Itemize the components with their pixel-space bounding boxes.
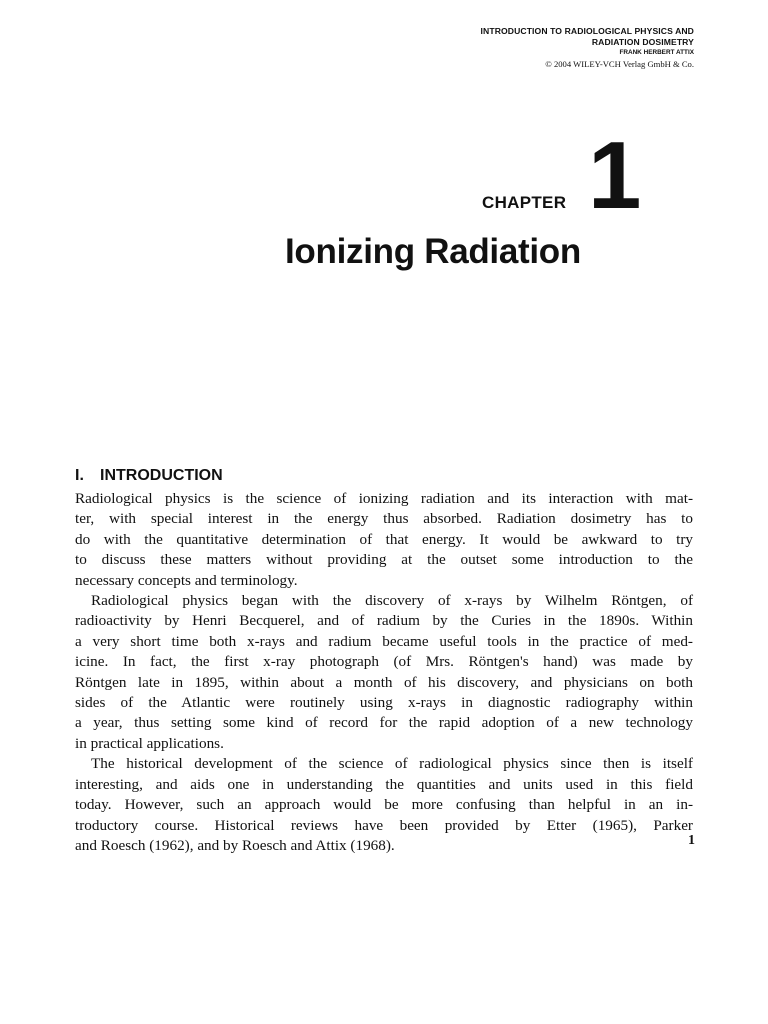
text-line: radioactivity by Henri Becquerel, and of radium by the Curies in the 1890s. Within: [75, 612, 693, 630]
text-line: in practical applications.: [75, 734, 224, 752]
text-line: a very short time both x-rays and radium became useful tools in the practice of med-: [75, 632, 693, 650]
text-line: troductory course. Historical reviews have been provided by Etter (1965), Parker: [75, 816, 693, 834]
text-line: icine. In fact, the first x-ray photograph (of Mrs. Röntgen's hand) was made by: [75, 653, 693, 671]
text-line: ter, with special interest in the energy thus absorbed. Radiation dosimetry has to: [75, 510, 693, 528]
page-number: 1: [688, 833, 695, 848]
text-line: and Roesch (1962), and by Roesch and Attix (1968).: [75, 836, 395, 854]
text-line: The historical development of the science of radiological physics since then is itself: [91, 755, 693, 773]
body-text: [75, 489, 693, 856]
text-line: Radiological physics is the science of ionizing radiation and its interaction with mat-: [75, 490, 693, 507]
author-name: FRANK HERBERT ATTIX: [619, 49, 694, 57]
chapter-title: Ionizing Radiation: [285, 232, 581, 271]
running-header: [481, 26, 694, 70]
text-line: Röntgen late in 1895, within about a month of his discovery, and physicians on both: [75, 673, 693, 691]
text-line: to discuss these matters without providing at the outset some introduction to the: [75, 551, 693, 569]
text-line: sides of the Atlantic were routinely using x-rays in diagnostic radiography within: [75, 694, 693, 712]
text-line: interesting, and aids one in understanding the quantities and units used in this field: [75, 775, 693, 793]
chapter-label: CHAPTER: [482, 193, 567, 212]
section-heading: [75, 467, 223, 485]
text-line: necessary concepts and terminology.: [75, 571, 298, 589]
copyright-notice: © 2004 WILEY-VCH Verlag GmbH & Co.: [545, 58, 694, 69]
text-line: a year, thus setting some kind of record for the rapid adoption of a new technology: [75, 714, 693, 732]
book-title-line-1: INTRODUCTION TO RADIOLOGICAL PHYSICS AND: [480, 26, 694, 36]
section-number: I.: [75, 467, 84, 484]
text-line: Radiological physics began with the discovery of x-rays by Wilhelm Röntgen, of: [91, 592, 693, 610]
text-line: do with the quantitative determination of that energy. It would be awkward to try: [75, 530, 693, 548]
book-title-line-2: RADIATION DOSIMETRY: [591, 37, 694, 48]
section-title: INTRODUCTION: [100, 467, 223, 484]
text-line: today. However, such an approach would be more confusing than helpful in an in-: [75, 796, 693, 814]
chapter-number: 1: [588, 122, 642, 229]
